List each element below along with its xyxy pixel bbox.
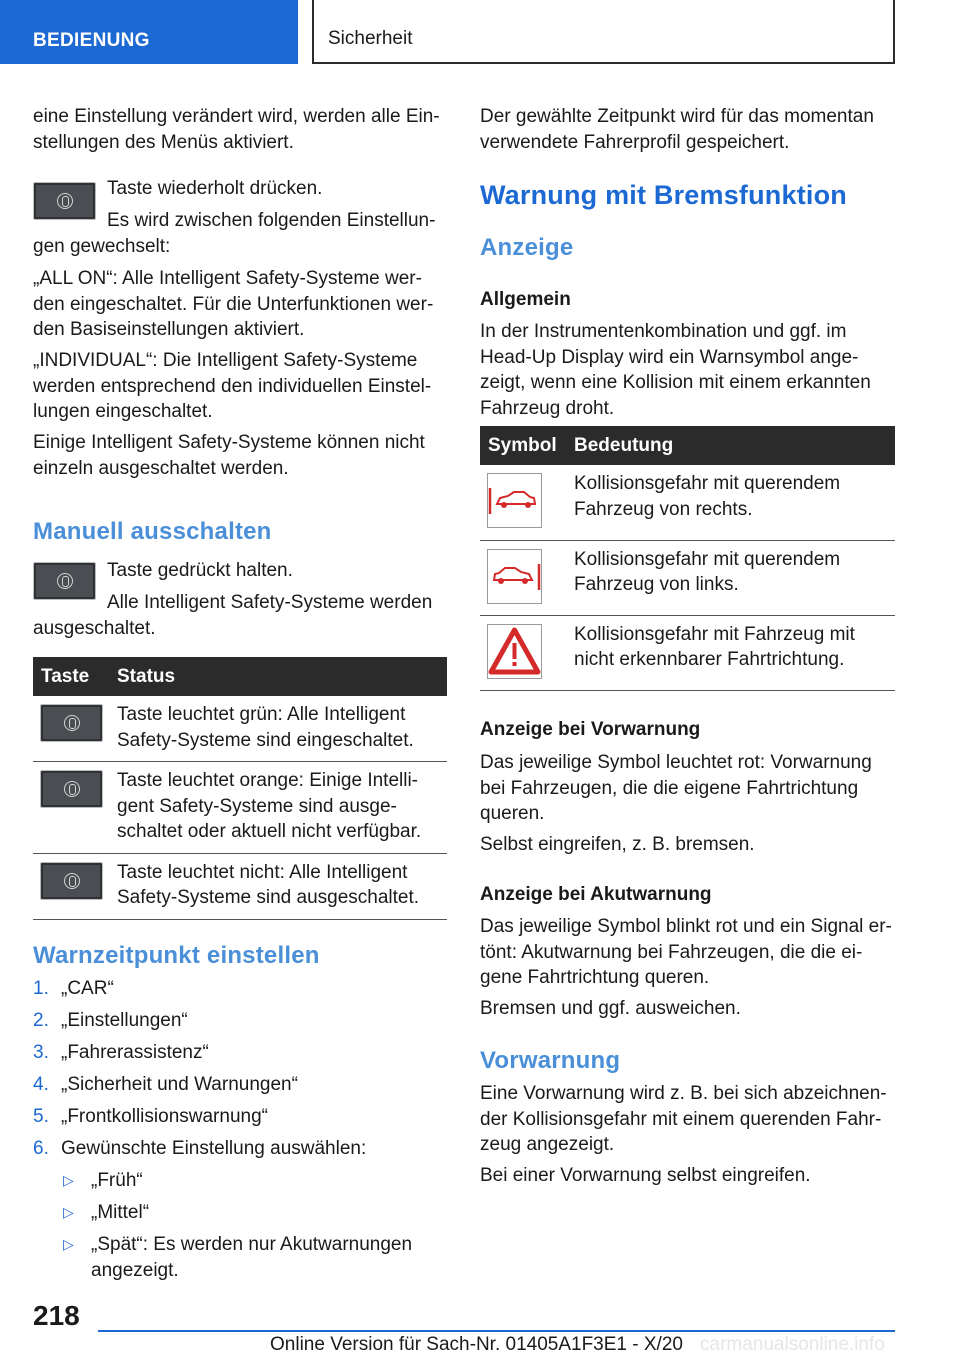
table-row bbox=[33, 762, 447, 854]
button-cell bbox=[33, 762, 109, 854]
car-left-icon bbox=[487, 549, 542, 604]
acute-heading: Anzeige bei Akutwarnung bbox=[480, 884, 712, 905]
step-label: „CAR“ bbox=[61, 978, 114, 999]
toggle-text-first: Es wird zwischen folgenden Einstellun- bbox=[107, 210, 436, 231]
step-number: 3. bbox=[33, 1042, 49, 1063]
general-text: In der Instrumentenkombination und ggf. im Head-Up Display wird ein Warnsymbol ange-zeigt, wenn eine Kollision mit einem erkannten Fahrzeug droht. bbox=[480, 321, 871, 419]
step-number: 2. bbox=[33, 1010, 49, 1031]
toggle-text-rest: gen gewechselt: bbox=[33, 236, 171, 257]
prewarn-heading: Anzeige bei Vorwarnung bbox=[480, 719, 701, 740]
online-version-text: Online Version für Sach-Nr. 01405A1F3E1 - X/20 bbox=[270, 1334, 683, 1355]
safety-button-icon bbox=[57, 193, 73, 209]
status-cell: Taste leuchtet orange: Einige Intelli-gent Safety-Systeme sind ausge-schaltet oder aktuell nicht verfügbar. bbox=[109, 762, 447, 854]
step-label: „Einstellungen“ bbox=[61, 1010, 188, 1031]
manual-heading: Manuell ausschalten bbox=[33, 518, 272, 545]
safety-button-image bbox=[40, 862, 103, 900]
col-header-taste: Taste bbox=[33, 657, 109, 696]
prewarn-text: Das jeweilige Symbol leuchtet rot: Vorwarnung bei Fahrzeugen, die die eigene Fahrtrichtung queren. bbox=[480, 752, 872, 824]
symbol-cell bbox=[480, 540, 566, 615]
table-row bbox=[480, 540, 895, 615]
brake-warning-heading: Warnung mit Bremsfunktion bbox=[480, 180, 847, 210]
table-row bbox=[480, 465, 895, 540]
intro-text: eine Einstellung verändert wird, werden alle Ein-stellungen des Menüs aktiviert. bbox=[33, 106, 440, 153]
chapter-title: Sicherheit bbox=[312, 0, 895, 64]
bullet-arrow-icon: ▷ bbox=[63, 1236, 74, 1252]
prewarning-action: Bei einer Vorwarnung selbst eingreifen. bbox=[480, 1165, 811, 1186]
individual-text: „INDIVIDUAL“: Die Intelligent Safety-Systeme werden entsprechend den individuellen Einstel-lungen eingeschaltet. bbox=[33, 350, 432, 422]
step-label: „Fahrerassistenz“ bbox=[61, 1042, 209, 1063]
symbol-cell bbox=[480, 615, 566, 690]
acute-text: Das jeweilige Symbol blinkt rot und ein Signal er-tönt: Akutwarnung bei Fahrzeugen, die die ei-gene Fahrtrichtung queren. bbox=[480, 916, 892, 988]
col-header-meaning: Bedeutung bbox=[566, 426, 895, 465]
page-number: 218 bbox=[33, 1300, 80, 1331]
warn-time-heading: Warnzeitpunkt einstellen bbox=[33, 942, 320, 969]
warning-triangle-icon bbox=[487, 624, 542, 679]
symbol-table bbox=[480, 426, 895, 691]
all-off-text-first: Alle Intelligent Safety-Systeme werden bbox=[107, 592, 433, 613]
safety-button-image bbox=[33, 562, 96, 600]
col-header-status: Status bbox=[109, 657, 447, 696]
step-number: 6. bbox=[33, 1138, 49, 1159]
table-row bbox=[33, 696, 447, 762]
step-number: 5. bbox=[33, 1106, 49, 1127]
safety-button-icon bbox=[57, 573, 73, 589]
safety-button-icon bbox=[64, 715, 80, 731]
meaning-cell: Kollisionsgefahr mit querendem Fahrzeug von links. bbox=[566, 540, 895, 615]
note-text: Einige Intelligent Safety-Systeme können nicht einzeln ausgeschaltet werden. bbox=[33, 432, 425, 479]
step-label: Gewünschte Einstellung auswählen: bbox=[61, 1138, 367, 1159]
status-cell: Taste leuchtet nicht: Alle Intelligent Safety-Systeme sind ausgeschaltet. bbox=[109, 853, 447, 919]
safety-button-icon bbox=[64, 781, 80, 797]
safety-button-image bbox=[33, 182, 96, 220]
all-off-text-rest: ausgeschaltet. bbox=[33, 618, 156, 639]
table-row bbox=[33, 853, 447, 919]
hold-button-text: Taste gedrückt halten. bbox=[107, 560, 293, 581]
symbol-cell bbox=[480, 465, 566, 540]
bullet-label: „Mittel“ bbox=[91, 1202, 150, 1223]
all-on-text: „ALL ON“: Alle Intelligent Safety-Systeme wer-den eingeschaltet. Für die Unterfunktionen wer-den Basiseinstellungen aktiviert. bbox=[33, 268, 434, 340]
step-number: 4. bbox=[33, 1074, 49, 1095]
bullet-arrow-icon: ▷ bbox=[63, 1172, 74, 1188]
safety-button-image bbox=[40, 704, 103, 742]
meaning-cell: Kollisionsgefahr mit Fahrzeug mit nicht erkennbarer Fahrtrichtung. bbox=[566, 615, 895, 690]
prewarn-action: Selbst eingreifen, z. B. bremsen. bbox=[480, 834, 755, 855]
watermark-logo: carmanualsonline.info bbox=[700, 1334, 885, 1355]
safety-button-image bbox=[40, 770, 103, 808]
bullet-label: „Spät“: Es werden nur Akutwarnungen angezeigt. bbox=[91, 1234, 413, 1281]
meaning-cell: Kollisionsgefahr mit querendem Fahrzeug von rechts. bbox=[566, 465, 895, 540]
col-header-symbol: Symbol bbox=[480, 426, 566, 465]
car-right-icon bbox=[487, 473, 542, 528]
section-tab: BEDIENUNG bbox=[0, 0, 298, 64]
prewarning-text: Eine Vorwarnung wird z. B. bei sich abzeichnen-der Kollisionsgefahr mit einem querenden Fahr-zeug angezeigt. bbox=[480, 1083, 887, 1155]
button-cell bbox=[33, 696, 109, 762]
button-cell bbox=[33, 853, 109, 919]
footer-divider bbox=[98, 1330, 895, 1332]
bullet-arrow-icon: ▷ bbox=[63, 1204, 74, 1220]
press-again-text: Taste wiederholt drücken. bbox=[107, 178, 323, 199]
status-table bbox=[33, 657, 447, 920]
prewarning-heading: Vorwarnung bbox=[480, 1047, 621, 1074]
general-heading: Allgemein bbox=[480, 289, 571, 310]
display-heading: Anzeige bbox=[480, 234, 574, 261]
acute-action: Bremsen und ggf. ausweichen. bbox=[480, 998, 741, 1019]
step-label: „Frontkollisionswarnung“ bbox=[61, 1106, 268, 1127]
step-label: „Sicherheit und Warnungen“ bbox=[61, 1074, 298, 1095]
bullet-label: „Früh“ bbox=[91, 1170, 143, 1191]
step-number: 1. bbox=[33, 978, 49, 999]
status-cell: Taste leuchtet grün: Alle Intelligent Safety-Systeme sind eingeschaltet. bbox=[109, 696, 447, 762]
table-row bbox=[480, 615, 895, 690]
safety-button-icon bbox=[64, 873, 80, 889]
profile-text: Der gewählte Zeitpunkt wird für das momentan verwendete Fahrerprofil gespeichert. bbox=[480, 106, 874, 153]
